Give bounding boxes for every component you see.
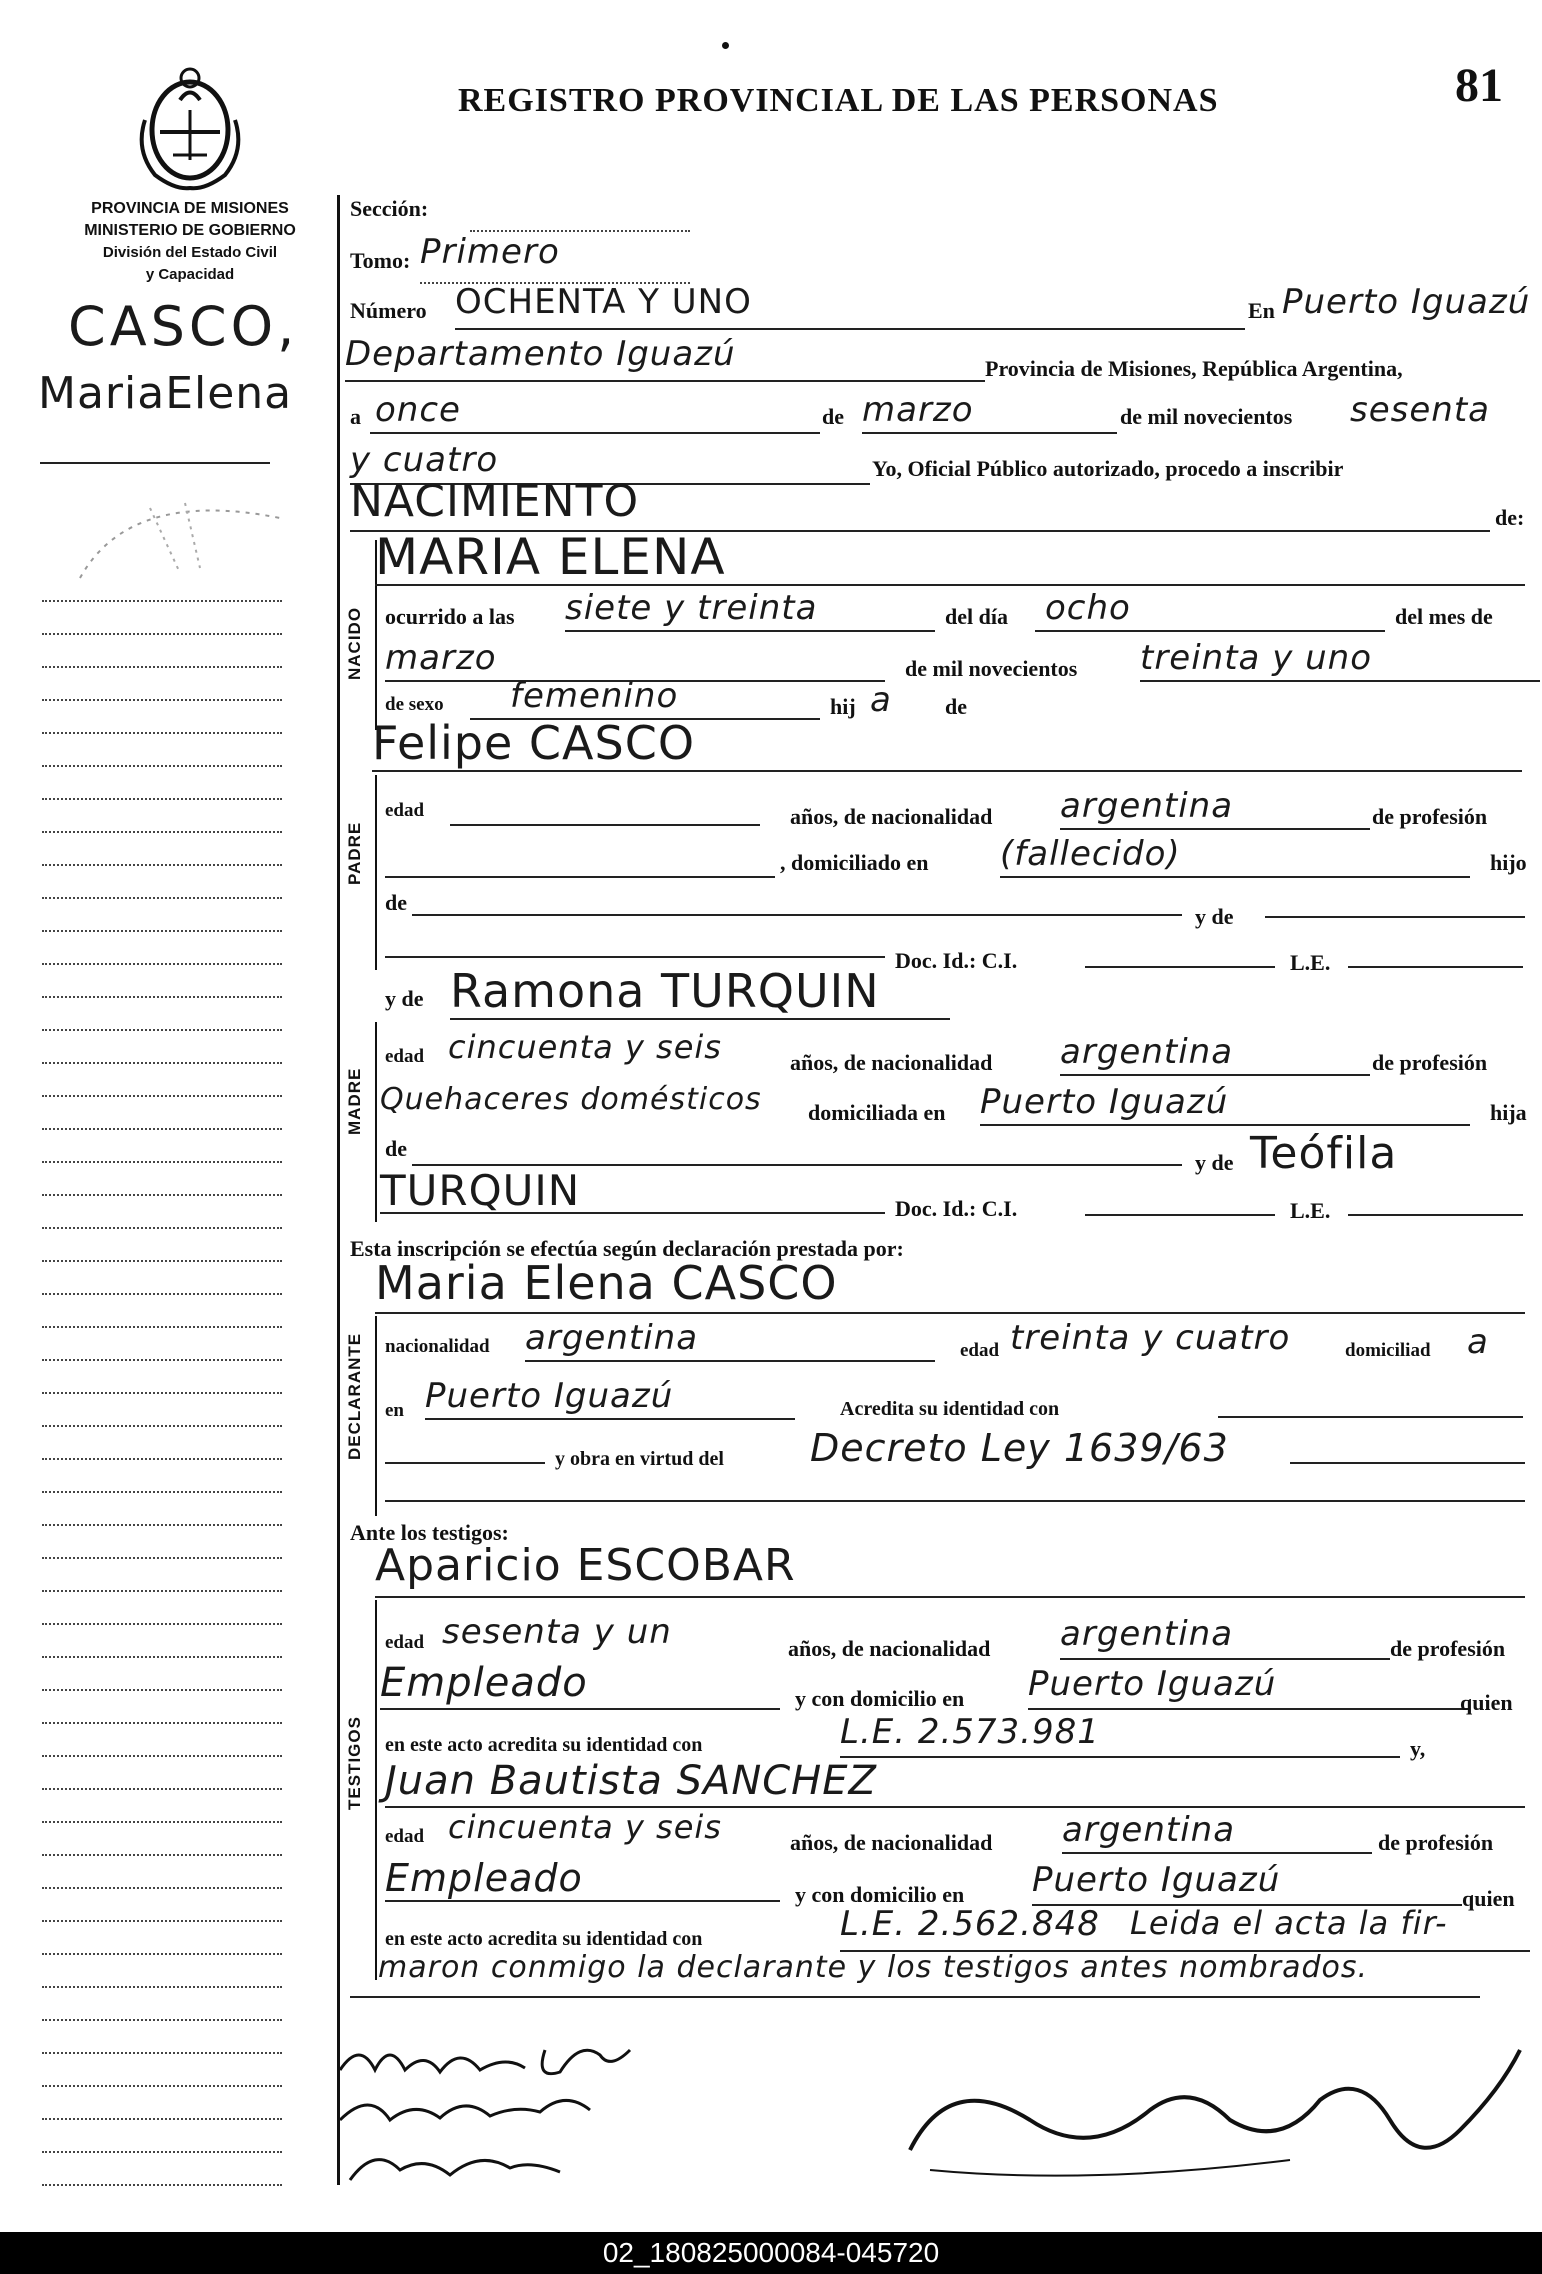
padre-hijo-label: hijo	[1490, 850, 1527, 875]
madre-nombre-value: Ramona TURQUIN	[450, 964, 880, 1018]
declarante-en-line	[425, 1418, 795, 1420]
declarante-domiciliado-label: domiciliad	[1345, 1340, 1431, 1361]
padre-extra-line	[385, 956, 885, 958]
declarante-nacionalidad-value: argentina	[525, 1318, 699, 1358]
padre-anos-label: años, de nacionalidad	[790, 804, 993, 829]
hora-value: siete y treinta	[565, 588, 818, 628]
testigo2-nacionalidad-value: argentina	[1062, 1810, 1236, 1850]
sidebar-dotted-line	[42, 699, 282, 701]
padre-domicilio-line	[1000, 876, 1470, 878]
padre-y-de-label: y de	[1195, 904, 1234, 929]
sidebar-dotted-line	[42, 1590, 282, 1592]
sidebar-dotted-line	[42, 1227, 282, 1229]
testigo2-domicilio-value: Puerto Iguazú	[1032, 1860, 1281, 1900]
top-dot	[722, 42, 729, 49]
testigo2-domicilio-label: y con domicilio en	[795, 1882, 965, 1907]
sidebar-dotted-line	[42, 1623, 282, 1625]
form-left-border	[337, 195, 340, 2185]
testigo2-profesion-value: Empleado	[385, 1856, 583, 1900]
a-label: a	[350, 404, 361, 429]
declarante-nombre-line	[375, 1312, 1525, 1314]
esta-inscripcion-label: Esta inscripción se efectúa según declaración prestada por:	[350, 1236, 904, 1261]
sidebar-dotted-line	[42, 2184, 282, 2186]
padre-nombre-line	[372, 770, 1522, 772]
padre-profesion-label: de profesión	[1372, 804, 1488, 829]
testigo2-doc-value: L.E. 2.562.848	[840, 1904, 1100, 1944]
testigo1-quien-label: quien	[1460, 1690, 1513, 1715]
declarante-en-label: en	[385, 1400, 404, 1421]
madre-le-line	[1348, 1214, 1523, 1216]
dia-nac-line	[1035, 630, 1385, 632]
testigo1-edad-value: sesenta y un	[442, 1612, 672, 1652]
sidebar-dotted-line	[42, 1788, 282, 1790]
sidebar-given-names: MariaElena	[38, 368, 293, 419]
cierre-2-value: maron conmigo la declarante y los testigos antes nombrados.	[378, 1950, 1369, 1985]
testigo2-nombre-value: Juan Bautista SANCHEZ	[385, 1758, 877, 1804]
sidebar-stamp	[70, 478, 290, 588]
tomo-value: Primero	[420, 232, 560, 272]
testigo1-domicilio-value: Puerto Iguazú	[1028, 1664, 1277, 1704]
nacido-section-label: NACIDO	[345, 606, 364, 680]
sidebar-dotted-line	[42, 2019, 282, 2021]
padre-de-label: de	[385, 890, 407, 915]
cierre-line	[350, 1996, 1480, 1998]
abuela-apellido-value: TURQUIN	[380, 1166, 581, 1215]
padre-domicilio-value: (fallecido)	[1000, 834, 1181, 874]
declarante-section-label: DECLARANTE	[345, 1332, 364, 1460]
sidebar-dotted-line	[42, 1689, 282, 1691]
sidebar-dotted-line	[42, 831, 282, 833]
padre-domiciliado-label: , domiciliado en	[780, 850, 929, 875]
de-mil-nac-label: de mil novecientos	[905, 656, 1078, 681]
testigo2-edad-value: cincuenta y seis	[448, 1808, 722, 1846]
signatures	[330, 2010, 1540, 2230]
madre-nacionalidad-line	[1060, 1074, 1370, 1076]
madre-domiciliada-label: domiciliada en	[808, 1100, 946, 1125]
de-mil-label: de mil novecientos	[1120, 404, 1293, 429]
sidebar-dotted-line	[42, 2118, 282, 2120]
declarante-nombre-value: Maria Elena CASCO	[375, 1256, 838, 1310]
testigo2-nacionalidad-line	[1062, 1852, 1372, 1854]
abuela-apellido-line	[380, 1212, 885, 1214]
testigo1-profesion-label: de profesión	[1390, 1636, 1506, 1661]
sidebar-dotted-line	[42, 1986, 282, 1988]
tomo-label: Tomo:	[350, 248, 411, 273]
sidebar-province: PROVINCIA DE MISIONES	[91, 200, 289, 217]
sidebar-dotted-line	[42, 996, 282, 998]
testigo1-doc-line	[840, 1756, 1400, 1758]
hora-line	[565, 630, 935, 632]
padre-nacionalidad-line	[1060, 828, 1370, 830]
footer-bar	[0, 2232, 1542, 2274]
padre-section-label: PADRE	[345, 821, 364, 885]
testigo1-doc-value: L.E. 2.573.981	[840, 1712, 1100, 1752]
sidebar-dotted-line	[42, 798, 282, 800]
y-obra-label: y obra en virtud del	[555, 1448, 724, 1470]
madre-domicilio-line	[980, 1124, 1470, 1126]
nombre-line	[375, 584, 1525, 586]
sidebar-dotted-line	[42, 864, 282, 866]
de-colon-label: de:	[1495, 505, 1525, 530]
testigo1-edad-label: edad	[385, 1632, 425, 1653]
padre-doc-label: Doc. Id.: C.I.	[895, 948, 1018, 973]
testigo2-edad-label: edad	[385, 1826, 425, 1847]
de-sexo-label: de sexo	[385, 694, 444, 715]
anio-nac-line	[1140, 680, 1540, 682]
sidebar-dotted-line	[42, 897, 282, 899]
sidebar-dotted-line	[42, 1260, 282, 1262]
sidebar-dotted-line	[42, 963, 282, 965]
sidebar-dotted-line	[42, 1524, 282, 1526]
testigo1-domicilio-line	[1028, 1708, 1468, 1710]
madre-nacionalidad-value: argentina	[1060, 1032, 1234, 1072]
sidebar-dotted-line	[42, 1161, 282, 1163]
madre-profesion-value: Quehaceres domésticos	[380, 1082, 762, 1117]
mes-acta-value: marzo	[862, 390, 974, 430]
sidebar-dotted-line	[42, 2052, 282, 2054]
decreto-line	[1290, 1462, 1525, 1464]
declarante-domicilio-suffix: a	[1467, 1322, 1489, 1362]
sidebar-dotted-line	[42, 1557, 282, 1559]
sidebar-dotted-line	[42, 1722, 282, 1724]
sidebar-dotted-line	[42, 1953, 282, 1955]
testigo2-quien-label: quien	[1462, 1886, 1515, 1911]
cierre-1-value: Leida el acta la fir-	[1130, 1904, 1448, 1942]
dia-nac-value: ocho	[1045, 588, 1131, 628]
declarante-edad-label: edad	[960, 1340, 1000, 1361]
padre-le-label: L.E.	[1290, 950, 1331, 975]
padre-edad-label: edad	[385, 800, 425, 821]
departamento-value: Departamento Iguazú	[345, 334, 736, 374]
sidebar-dotted-line	[42, 765, 282, 767]
testigo2-profesion-label: de profesión	[1378, 1830, 1494, 1855]
anio-nac-value: treinta y uno	[1140, 638, 1373, 678]
madre-ci-line	[1085, 1214, 1275, 1216]
madre-edad-label: edad	[385, 1046, 425, 1067]
ante-testigos-label: Ante los testigos:	[350, 1520, 509, 1545]
padre-profesion-line	[385, 876, 775, 878]
testigo1-anos-label: años, de nacionalidad	[788, 1636, 991, 1661]
testigo2-acredita-label: en este acto acredita su identidad con	[385, 1928, 703, 1950]
acredita-label: Acredita su identidad con	[840, 1398, 1060, 1420]
sidebar-dotted-line	[42, 1128, 282, 1130]
provincia-label: Provincia de Misiones, República Argentina,	[985, 356, 1403, 381]
madre-y-de2-label: y de	[1195, 1150, 1234, 1175]
sidebar-dotted-line	[42, 1326, 282, 1328]
madre-hija-label: hija	[1490, 1100, 1527, 1125]
acto-value: NACIMIENTO	[350, 476, 640, 527]
sidebar-capacity: y Capacidad	[145, 266, 235, 283]
coat-of-arms-emblem	[125, 60, 255, 195]
madre-nombre-line	[450, 1018, 950, 1020]
sidebar-dotted-line	[42, 1359, 282, 1361]
anio-acta-2-value: y cuatro	[350, 440, 499, 480]
declarante-nacionalidad-line	[525, 1360, 935, 1362]
madre-edad-value: cincuenta y seis	[448, 1028, 722, 1066]
madre-le-label: L.E.	[1290, 1198, 1331, 1223]
madre-doc-label: Doc. Id.: C.I.	[895, 1196, 1018, 1221]
acredita-line	[1218, 1416, 1523, 1418]
decreto-value: Decreto Ley 1639/63	[810, 1426, 1229, 1470]
declarante-extra-line	[385, 1500, 1525, 1502]
sidebar-dotted-line	[42, 1887, 282, 1889]
padre-le-line	[1348, 966, 1523, 968]
sidebar-dotted-line	[42, 1062, 282, 1064]
testigo1-acredita-label: en este acto acredita su identidad con	[385, 1734, 703, 1756]
madre-anos-label: años, de nacionalidad	[790, 1050, 993, 1075]
testigo1-domicilio-label: y con domicilio en	[795, 1686, 965, 1711]
madre-domicilio-value: Puerto Iguazú	[980, 1082, 1229, 1122]
sidebar-dotted-line	[42, 1425, 282, 1427]
madre-profesion-label: de profesión	[1372, 1050, 1488, 1075]
padre-edad-line	[450, 824, 760, 826]
padre-y-de-line	[1265, 916, 1525, 918]
ocurrido-label: ocurrido a las	[385, 604, 515, 629]
sexo-value: femenino	[510, 676, 679, 716]
hij-label: hij	[830, 694, 856, 719]
declarante-edad-value: treinta y cuatro	[1010, 1318, 1291, 1358]
sidebar-dotted-line	[42, 666, 282, 668]
sidebar-dotted-line	[42, 930, 282, 932]
dia-acta-value: once	[375, 390, 461, 430]
seccion-label: Sección:	[350, 196, 429, 221]
padre-border	[375, 775, 377, 970]
madre-border	[375, 1022, 377, 1222]
testigo1-profesion-value: Empleado	[380, 1660, 588, 1706]
mes-nac-value: marzo	[385, 638, 497, 678]
testigo2-anos-label: años, de nacionalidad	[790, 1830, 993, 1855]
de-label: de	[822, 404, 844, 429]
declarante-en-value: Puerto Iguazú	[425, 1376, 674, 1416]
hij-de-label: de	[945, 694, 967, 719]
padre-de-line	[412, 914, 1182, 916]
mes-acta-line	[862, 432, 1117, 434]
sidebar-dotted-line	[42, 1755, 282, 1757]
testigo1-nombre-line	[375, 1596, 1525, 1598]
testigo1-profesion-line	[380, 1708, 780, 1710]
numero-label: Número	[350, 298, 427, 323]
hij-value: a	[870, 680, 892, 720]
testigo1-nacionalidad-line	[1060, 1658, 1390, 1660]
sidebar-ministry: MINISTERIO DE GOBIERNO	[84, 222, 296, 239]
page-title: REGISTRO PROVINCIAL DE LAS PERSONAS	[458, 82, 1219, 119]
padre-nacionalidad-value: argentina	[1060, 786, 1234, 826]
sidebar-dotted-line	[42, 1656, 282, 1658]
en-value: Puerto Iguazú	[1282, 282, 1531, 322]
page-number: 81	[1455, 59, 1503, 112]
sidebar-dotted-line	[42, 633, 282, 635]
madre-y-de-label: y de	[385, 986, 424, 1011]
sidebar-rule	[40, 462, 270, 464]
testigos-border	[375, 1600, 377, 1980]
declarante-nacionalidad-label: nacionalidad	[385, 1336, 490, 1357]
sidebar-dotted-line	[42, 1821, 282, 1823]
testigos-section-label: TESTIGOS	[345, 1716, 364, 1810]
madre-hija-de-label: de	[385, 1136, 407, 1161]
testigo1-y-label: y,	[1410, 1736, 1426, 1761]
sidebar-division: División del Estado Civil	[102, 244, 278, 261]
sidebar-dotted-line	[42, 1029, 282, 1031]
padre-nombre-value: Felipe CASCO	[372, 716, 696, 770]
sidebar-dotted-line	[42, 1854, 282, 1856]
sidebar-surname: CASCO,	[68, 295, 299, 358]
testigo2-profesion-line	[385, 1900, 780, 1902]
abuela-nombre-value: Teófila	[1250, 1128, 1398, 1179]
anio-acta-1-value: sesenta	[1350, 390, 1490, 430]
testigo1-nombre-value: Aparicio ESCOBAR	[375, 1540, 796, 1591]
sidebar-dotted-line	[42, 1458, 282, 1460]
sidebar-dotted-line	[42, 1293, 282, 1295]
sidebar-dotted-line	[42, 1392, 282, 1394]
sidebar-dotted-line	[42, 1920, 282, 1922]
testigo1-nacionalidad-value: argentina	[1060, 1614, 1234, 1654]
en-label: En	[1248, 298, 1275, 323]
del-dia-label: del día	[945, 604, 1008, 629]
numero-line	[455, 328, 1245, 330]
madre-section-label: MADRE	[345, 1067, 364, 1135]
numero-value: OCHENTA Y UNO	[455, 282, 752, 322]
sidebar-dotted-line	[42, 1095, 282, 1097]
sidebar-dotted-line	[42, 1491, 282, 1493]
dia-acta-line	[370, 432, 820, 434]
padre-ci-line	[1085, 966, 1275, 968]
nombre-value: MARIA ELENA	[375, 528, 726, 586]
departamento-line	[345, 380, 985, 382]
yo-oficial-label: Yo, Oficial Público autorizado, procedo a inscribir	[872, 456, 1344, 481]
declarante-border	[375, 1316, 377, 1516]
sidebar-dotted-line	[42, 732, 282, 734]
del-mes-label: del mes de	[1395, 604, 1493, 629]
sidebar-dotted-line	[42, 2085, 282, 2087]
sidebar-dotted-line	[42, 1194, 282, 1196]
sidebar-dotted-line	[42, 600, 282, 602]
footer-id: 02_180825000084-045720	[602, 2237, 940, 2268]
sidebar-dotted-line	[42, 2151, 282, 2153]
obra-pre-line	[385, 1462, 545, 1464]
